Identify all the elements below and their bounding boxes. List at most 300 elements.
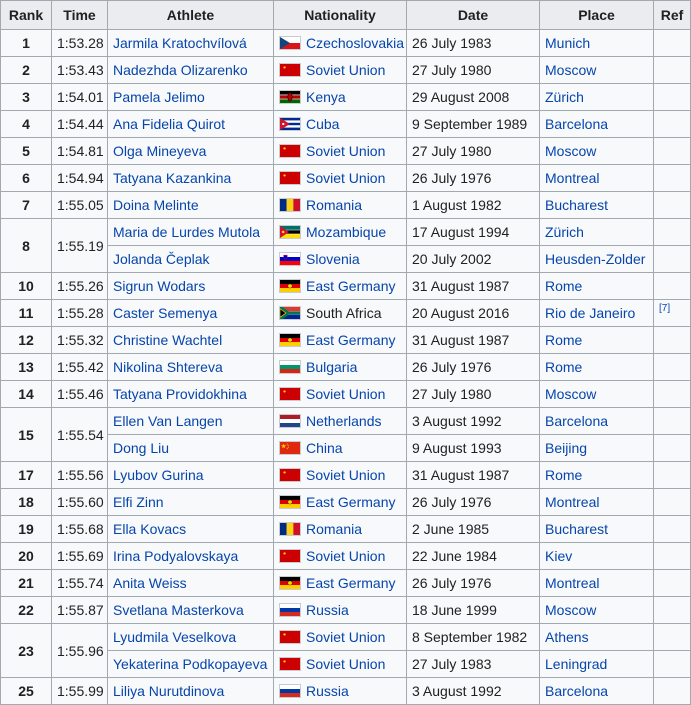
- soviet-flag-icon[interactable]: [279, 387, 301, 401]
- nationality-cell: [274, 354, 407, 381]
- place-cell: [540, 246, 654, 273]
- time-cell: 1:54.81: [52, 138, 108, 165]
- place-cell: [540, 138, 654, 165]
- time-cell: 1:55.69: [52, 543, 108, 570]
- soviet-flag-icon[interactable]: [279, 171, 301, 185]
- nationality-link[interactable]: Russia: [306, 602, 349, 618]
- nationality-link[interactable]: Cuba: [306, 116, 340, 132]
- nationality-link[interactable]: Slovenia: [306, 251, 360, 267]
- nationality-link[interactable]: Romania: [306, 197, 363, 213]
- rank-cell: 5: [1, 138, 52, 165]
- date-cell: 18 June 1999: [407, 597, 540, 624]
- nationality-cell: [274, 597, 407, 624]
- nationality-link[interactable]: East Germany: [306, 575, 396, 591]
- date-cell: 27 July 1980: [407, 138, 540, 165]
- rank-cell: 14: [1, 381, 52, 408]
- place-cell: [540, 57, 654, 84]
- table-row: [1, 57, 691, 84]
- nationality-link[interactable]: Soviet Union: [306, 548, 386, 564]
- athlete-link[interactable]: Dong Liu: [113, 440, 170, 456]
- rank-cell: 23: [1, 624, 52, 678]
- time-cell: 1:55.87: [52, 597, 108, 624]
- time-cell: 1:54.01: [52, 84, 108, 111]
- soviet-flag-icon[interactable]: [279, 144, 301, 158]
- romania-flag-icon[interactable]: [279, 198, 301, 212]
- rank-cell: 19: [1, 516, 52, 543]
- place-cell: [540, 462, 654, 489]
- table-row: [1, 354, 691, 381]
- athlete-cell: [108, 57, 274, 84]
- header-ref[interactable]: Ref: [654, 1, 691, 30]
- date-cell: 29 August 2008: [407, 84, 540, 111]
- ref-cell: [654, 30, 691, 57]
- ref-cell: [654, 651, 691, 678]
- header-nationality[interactable]: Nationality: [274, 1, 407, 30]
- time-cell: 1:55.46: [52, 381, 108, 408]
- place-link[interactable]: Moscow: [545, 386, 597, 402]
- date-cell: 26 July 1976: [407, 489, 540, 516]
- nationality-link[interactable]: Soviet Union: [306, 386, 386, 402]
- table-row: [1, 570, 691, 597]
- ref-cell: [654, 462, 691, 489]
- nationality-link[interactable]: Soviet Union: [306, 143, 386, 159]
- athlete-link[interactable]: Jolanda Čeplak: [113, 251, 210, 267]
- table-row: [1, 516, 691, 543]
- nationality-cell: [274, 408, 407, 435]
- place-link[interactable]: Barcelona: [545, 116, 609, 132]
- nationality-cell: [274, 651, 407, 678]
- table-row: [1, 543, 691, 570]
- nationality-cell: [274, 111, 407, 138]
- place-link[interactable]: Zürich: [545, 224, 584, 240]
- rank-cell: 22: [1, 597, 52, 624]
- athlete-link[interactable]: Sigrun Wodars: [113, 278, 206, 294]
- athlete-link[interactable]: Doina Melinte: [113, 197, 199, 213]
- athlete-cell: [108, 570, 274, 597]
- reference-link[interactable]: [7]: [659, 303, 671, 314]
- time-cell: 1:53.43: [52, 57, 108, 84]
- romania-flag-icon[interactable]: [279, 522, 301, 536]
- rank-cell: 1: [1, 30, 52, 57]
- soviet-flag-icon[interactable]: [279, 657, 301, 671]
- soviet-flag-icon[interactable]: [279, 468, 301, 482]
- place-link[interactable]: Rome: [545, 359, 583, 375]
- table-row: [1, 165, 691, 192]
- table-row: [1, 273, 691, 300]
- time-cell: 1:55.60: [52, 489, 108, 516]
- athlete-link[interactable]: Elfi Zinn: [113, 494, 164, 510]
- athlete-link[interactable]: Nadezhda Olizarenko: [113, 62, 248, 78]
- time-cell: 1:54.44: [52, 111, 108, 138]
- athlete-link[interactable]: Svetlana Masterkova: [113, 602, 244, 618]
- nationality-cell: [274, 327, 407, 354]
- nationality-link[interactable]: Russia: [306, 683, 349, 699]
- place-cell: [540, 489, 654, 516]
- nationality-cell: [274, 570, 407, 597]
- nationality-cell: [274, 624, 407, 651]
- rank-cell: 11: [1, 300, 52, 327]
- athlete-cell: [108, 354, 274, 381]
- date-cell: 17 August 1994: [407, 219, 540, 246]
- time-cell: 1:55.19: [52, 219, 108, 273]
- ref-cell: [654, 543, 691, 570]
- time-cell: 1:55.74: [52, 570, 108, 597]
- athlete-cell: [108, 435, 274, 462]
- time-cell: 1:55.68: [52, 516, 108, 543]
- date-cell: 3 August 1992: [407, 408, 540, 435]
- time-cell: 1:55.56: [52, 462, 108, 489]
- nationality-link[interactable]: Romania: [306, 521, 363, 537]
- table-row: [1, 138, 691, 165]
- russia-flag-icon[interactable]: [279, 603, 301, 617]
- header-time[interactable]: Time: [52, 1, 108, 30]
- ref-cell: [654, 435, 691, 462]
- athlete-link[interactable]: Tatyana Providokhina: [113, 386, 247, 402]
- russia-flag-icon[interactable]: [279, 684, 301, 698]
- time-cell: 1:55.28: [52, 300, 108, 327]
- ref-cell: [654, 624, 691, 651]
- athlete-link[interactable]: Tatyana Kazankina: [113, 170, 232, 186]
- athlete-link[interactable]: Anita Weiss: [113, 575, 187, 591]
- date-cell: 27 July 1980: [407, 381, 540, 408]
- place-cell: [540, 30, 654, 57]
- header-place[interactable]: Place: [540, 1, 654, 30]
- place-link[interactable]: Barcelona: [545, 683, 609, 699]
- ref-cell: [654, 408, 691, 435]
- place-link[interactable]: Montreal: [545, 575, 600, 591]
- place-link[interactable]: Montreal: [545, 170, 600, 186]
- nationality-cell: [274, 165, 407, 192]
- athlete-cell: [108, 624, 274, 651]
- time-cell: 1:55.54: [52, 408, 108, 462]
- place-cell: [540, 381, 654, 408]
- nationality-cell: [274, 246, 407, 273]
- athlete-cell: [108, 165, 274, 192]
- place-cell: [540, 300, 654, 327]
- place-cell: [540, 327, 654, 354]
- nationality-cell: [274, 516, 407, 543]
- time-cell: 1:55.42: [52, 354, 108, 381]
- place-link[interactable]: Munich: [545, 35, 591, 51]
- athlete-cell: [108, 111, 274, 138]
- date-cell: 9 September 1989: [407, 111, 540, 138]
- athlete-cell: [108, 327, 274, 354]
- ref-cell: [654, 246, 691, 273]
- nationality-link[interactable]: East Germany: [306, 494, 396, 510]
- rank-cell: 25: [1, 678, 52, 705]
- nationality-cell: [274, 543, 407, 570]
- rank-cell: 8: [1, 219, 52, 273]
- eastgermany-flag-icon[interactable]: [279, 495, 301, 509]
- nationality-cell: [274, 300, 407, 327]
- table-row: [1, 84, 691, 111]
- nationality-cell: [274, 30, 407, 57]
- eastgermany-flag-icon[interactable]: [279, 333, 301, 347]
- header-athlete[interactable]: Athlete: [108, 1, 274, 30]
- nationality-link[interactable]: Soviet Union: [306, 656, 386, 672]
- table-row: [1, 192, 691, 219]
- table-row: [1, 300, 691, 327]
- athlete-cell: [108, 462, 274, 489]
- athlete-link[interactable]: Liliya Nurutdinova: [113, 683, 225, 699]
- athlete-cell: [108, 678, 274, 705]
- ref-cell: [654, 300, 691, 327]
- athlete-cell: [108, 246, 274, 273]
- time-cell: 1:55.26: [52, 273, 108, 300]
- athlete-cell: [108, 543, 274, 570]
- athlete-cell: [108, 273, 274, 300]
- soviet-flag-icon[interactable]: [279, 63, 301, 77]
- athlete-cell: [108, 597, 274, 624]
- place-cell: [540, 570, 654, 597]
- athlete-link[interactable]: Ana Fidelia Quirot: [113, 116, 226, 132]
- nationality-cell: [274, 138, 407, 165]
- place-cell: [540, 111, 654, 138]
- place-cell: [540, 597, 654, 624]
- place-cell: [540, 678, 654, 705]
- nationality-cell: [274, 219, 407, 246]
- date-cell: 20 August 2016: [407, 300, 540, 327]
- nationality-link[interactable]: Soviet Union: [306, 629, 386, 645]
- place-link[interactable]: Moscow: [545, 62, 597, 78]
- athlete-link[interactable]: Yekaterina Podkopayeva: [113, 656, 268, 672]
- ref-cell: [654, 354, 691, 381]
- place-cell: [540, 354, 654, 381]
- place-cell: [540, 219, 654, 246]
- place-cell: [540, 516, 654, 543]
- china-flag-icon[interactable]: [279, 441, 301, 455]
- ref-cell: [654, 165, 691, 192]
- athlete-link[interactable]: Lyudmila Veselkova: [113, 629, 237, 645]
- table-row: [1, 381, 691, 408]
- table-body: [1, 30, 691, 705]
- place-link[interactable]: Barcelona: [545, 413, 609, 429]
- athlete-cell: [108, 516, 274, 543]
- place-cell: [540, 435, 654, 462]
- place-link[interactable]: Moscow: [545, 143, 597, 159]
- nationality-link[interactable]: Kenya: [306, 89, 346, 105]
- place-link[interactable]: Zürich: [545, 89, 584, 105]
- table-row: [1, 462, 691, 489]
- soviet-flag-icon[interactable]: [279, 549, 301, 563]
- reference-sup: [659, 303, 670, 314]
- date-cell: 27 July 1983: [407, 651, 540, 678]
- athlete-cell: [108, 219, 274, 246]
- nationality-cell: [274, 84, 407, 111]
- athlete-link[interactable]: Olga Mineyeva: [113, 143, 207, 159]
- time-cell: 1:55.32: [52, 327, 108, 354]
- place-cell: [540, 624, 654, 651]
- time-cell: 1:53.28: [52, 30, 108, 57]
- ref-cell: [654, 84, 691, 111]
- ref-cell: [654, 327, 691, 354]
- athlete-link[interactable]: Lyubov Gurina: [113, 467, 204, 483]
- place-cell: [540, 651, 654, 678]
- ref-cell: [654, 111, 691, 138]
- mozambique-flag-icon[interactable]: [279, 225, 301, 239]
- athlete-link[interactable]: Caster Semenya: [113, 305, 218, 321]
- ref-cell: [654, 192, 691, 219]
- eastgermany-flag-icon[interactable]: [279, 279, 301, 293]
- nationality-link[interactable]: Mozambique: [306, 224, 387, 240]
- ref-cell: [654, 57, 691, 84]
- athlete-link[interactable]: Irina Podyalovskaya: [113, 548, 239, 564]
- athlete-link[interactable]: Ella Kovacs: [113, 521, 187, 537]
- nationality-link[interactable]: China: [306, 440, 343, 456]
- athlete-link[interactable]: Jarmila Kratochvílová: [113, 35, 247, 51]
- nationality-link[interactable]: Soviet Union: [306, 467, 386, 483]
- place-link[interactable]: Moscow: [545, 602, 597, 618]
- nationality-cell: [274, 489, 407, 516]
- ref-cell: [654, 273, 691, 300]
- header-rank[interactable]: Rank: [1, 1, 52, 30]
- header-date[interactable]: Date: [407, 1, 540, 30]
- rank-cell: 15: [1, 408, 52, 462]
- table-header-row: [1, 1, 691, 30]
- time-cell: 1:55.05: [52, 192, 108, 219]
- table-row: [1, 219, 691, 246]
- soviet-flag-icon[interactable]: [279, 630, 301, 644]
- athlete-cell: [108, 300, 274, 327]
- nationality-cell: [274, 435, 407, 462]
- ref-cell: [654, 516, 691, 543]
- athlete-link[interactable]: Christine Wachtel: [113, 332, 223, 348]
- date-cell: 31 August 1987: [407, 462, 540, 489]
- nationality-link[interactable]: Soviet Union: [306, 170, 386, 186]
- date-cell: 26 July 1976: [407, 570, 540, 597]
- table-row: [1, 408, 691, 435]
- ref-cell: [654, 678, 691, 705]
- place-link[interactable]: Rome: [545, 467, 583, 483]
- athlete-link[interactable]: Nikolina Shtereva: [113, 359, 223, 375]
- athlete-cell: [108, 408, 274, 435]
- nationality-link[interactable]: Soviet Union: [306, 62, 386, 78]
- ref-cell: [654, 219, 691, 246]
- ref-cell: [654, 489, 691, 516]
- athlete-cell: [108, 651, 274, 678]
- rank-cell: 17: [1, 462, 52, 489]
- place-link[interactable]: Beijing: [545, 440, 588, 456]
- athlete-cell: [108, 192, 274, 219]
- nationality-cell: [274, 273, 407, 300]
- rank-cell: 2: [1, 57, 52, 84]
- athlete-cell: [108, 84, 274, 111]
- rank-cell: 4: [1, 111, 52, 138]
- place-link[interactable]: Athens: [545, 629, 589, 645]
- place-cell: [540, 273, 654, 300]
- date-cell: 26 July 1983: [407, 30, 540, 57]
- rank-cell: 20: [1, 543, 52, 570]
- athlete-cell: [108, 381, 274, 408]
- date-cell: 22 June 1984: [407, 543, 540, 570]
- table-row: [1, 327, 691, 354]
- time-cell: 1:55.96: [52, 624, 108, 678]
- czechoslovakia-flag-icon[interactable]: [279, 36, 301, 50]
- place-cell: [540, 192, 654, 219]
- eastgermany-flag-icon[interactable]: [279, 576, 301, 590]
- nationality-cell: [274, 462, 407, 489]
- rank-cell: 21: [1, 570, 52, 597]
- southafrica-flag-icon[interactable]: [279, 306, 301, 320]
- table-row: [1, 624, 691, 651]
- place-link[interactable]: Bucharest: [545, 521, 609, 537]
- place-link[interactable]: Leningrad: [545, 656, 608, 672]
- nationality-label: South Africa: [306, 305, 382, 321]
- place-cell: [540, 84, 654, 111]
- ref-cell: [654, 381, 691, 408]
- athlete-cell: [108, 138, 274, 165]
- rank-cell: 6: [1, 165, 52, 192]
- athlete-link[interactable]: Ellen Van Langen: [113, 413, 223, 429]
- place-link[interactable]: Bucharest: [545, 197, 609, 213]
- place-link[interactable]: Montreal: [545, 494, 600, 510]
- rank-cell: 18: [1, 489, 52, 516]
- rank-cell: 7: [1, 192, 52, 219]
- table-row: [1, 597, 691, 624]
- athlete-cell: [108, 489, 274, 516]
- place-cell: [540, 165, 654, 192]
- nationality-link[interactable]: Czechoslovakia: [306, 35, 405, 51]
- date-cell: 2 June 1985: [407, 516, 540, 543]
- table-row: [1, 678, 691, 705]
- date-cell: 8 September 1982: [407, 624, 540, 651]
- nationality-link[interactable]: East Germany: [306, 332, 396, 348]
- ref-cell: [654, 570, 691, 597]
- date-cell: 26 July 1976: [407, 354, 540, 381]
- table-row: [1, 489, 691, 516]
- place-link[interactable]: Rio de Janeiro: [545, 305, 636, 321]
- nationality-cell: [274, 57, 407, 84]
- rank-cell: 12: [1, 327, 52, 354]
- athlete-link[interactable]: Maria de Lurdes Mutola: [113, 224, 261, 240]
- time-cell: 1:54.94: [52, 165, 108, 192]
- ref-cell: [654, 597, 691, 624]
- place-link[interactable]: Rome: [545, 332, 583, 348]
- athlete-link[interactable]: Pamela Jelimo: [113, 89, 205, 105]
- place-link[interactable]: Rome: [545, 278, 583, 294]
- rank-cell: 3: [1, 84, 52, 111]
- nationality-link[interactable]: Netherlands: [306, 413, 382, 429]
- date-cell: 3 August 1992: [407, 678, 540, 705]
- nationality-link[interactable]: East Germany: [306, 278, 396, 294]
- kenya-flag-icon[interactable]: [279, 90, 301, 104]
- date-cell: 27 July 1980: [407, 57, 540, 84]
- nationality-cell: [274, 381, 407, 408]
- ref-cell: [654, 138, 691, 165]
- date-cell: 26 July 1976: [407, 165, 540, 192]
- date-cell: 20 July 2002: [407, 246, 540, 273]
- place-cell: [540, 543, 654, 570]
- athlete-cell: [108, 30, 274, 57]
- date-cell: 1 August 1982: [407, 192, 540, 219]
- nationality-link[interactable]: Bulgaria: [306, 359, 358, 375]
- nationality-cell: [274, 678, 407, 705]
- place-cell: [540, 408, 654, 435]
- date-cell: 31 August 1987: [407, 327, 540, 354]
- cuba-flag-icon[interactable]: [279, 117, 301, 131]
- place-link[interactable]: Heusden-Zolder: [545, 251, 646, 267]
- netherlands-flag-icon[interactable]: [279, 414, 301, 428]
- table-row: [1, 111, 691, 138]
- date-cell: 9 August 1993: [407, 435, 540, 462]
- slovenia-flag-icon[interactable]: [279, 252, 301, 266]
- table-row: [1, 30, 691, 57]
- place-link[interactable]: Kiev: [545, 548, 573, 564]
- rank-cell: 10: [1, 273, 52, 300]
- nationality-cell: [274, 192, 407, 219]
- bulgaria-flag-icon[interactable]: [279, 360, 301, 374]
- time-cell: 1:55.99: [52, 678, 108, 705]
